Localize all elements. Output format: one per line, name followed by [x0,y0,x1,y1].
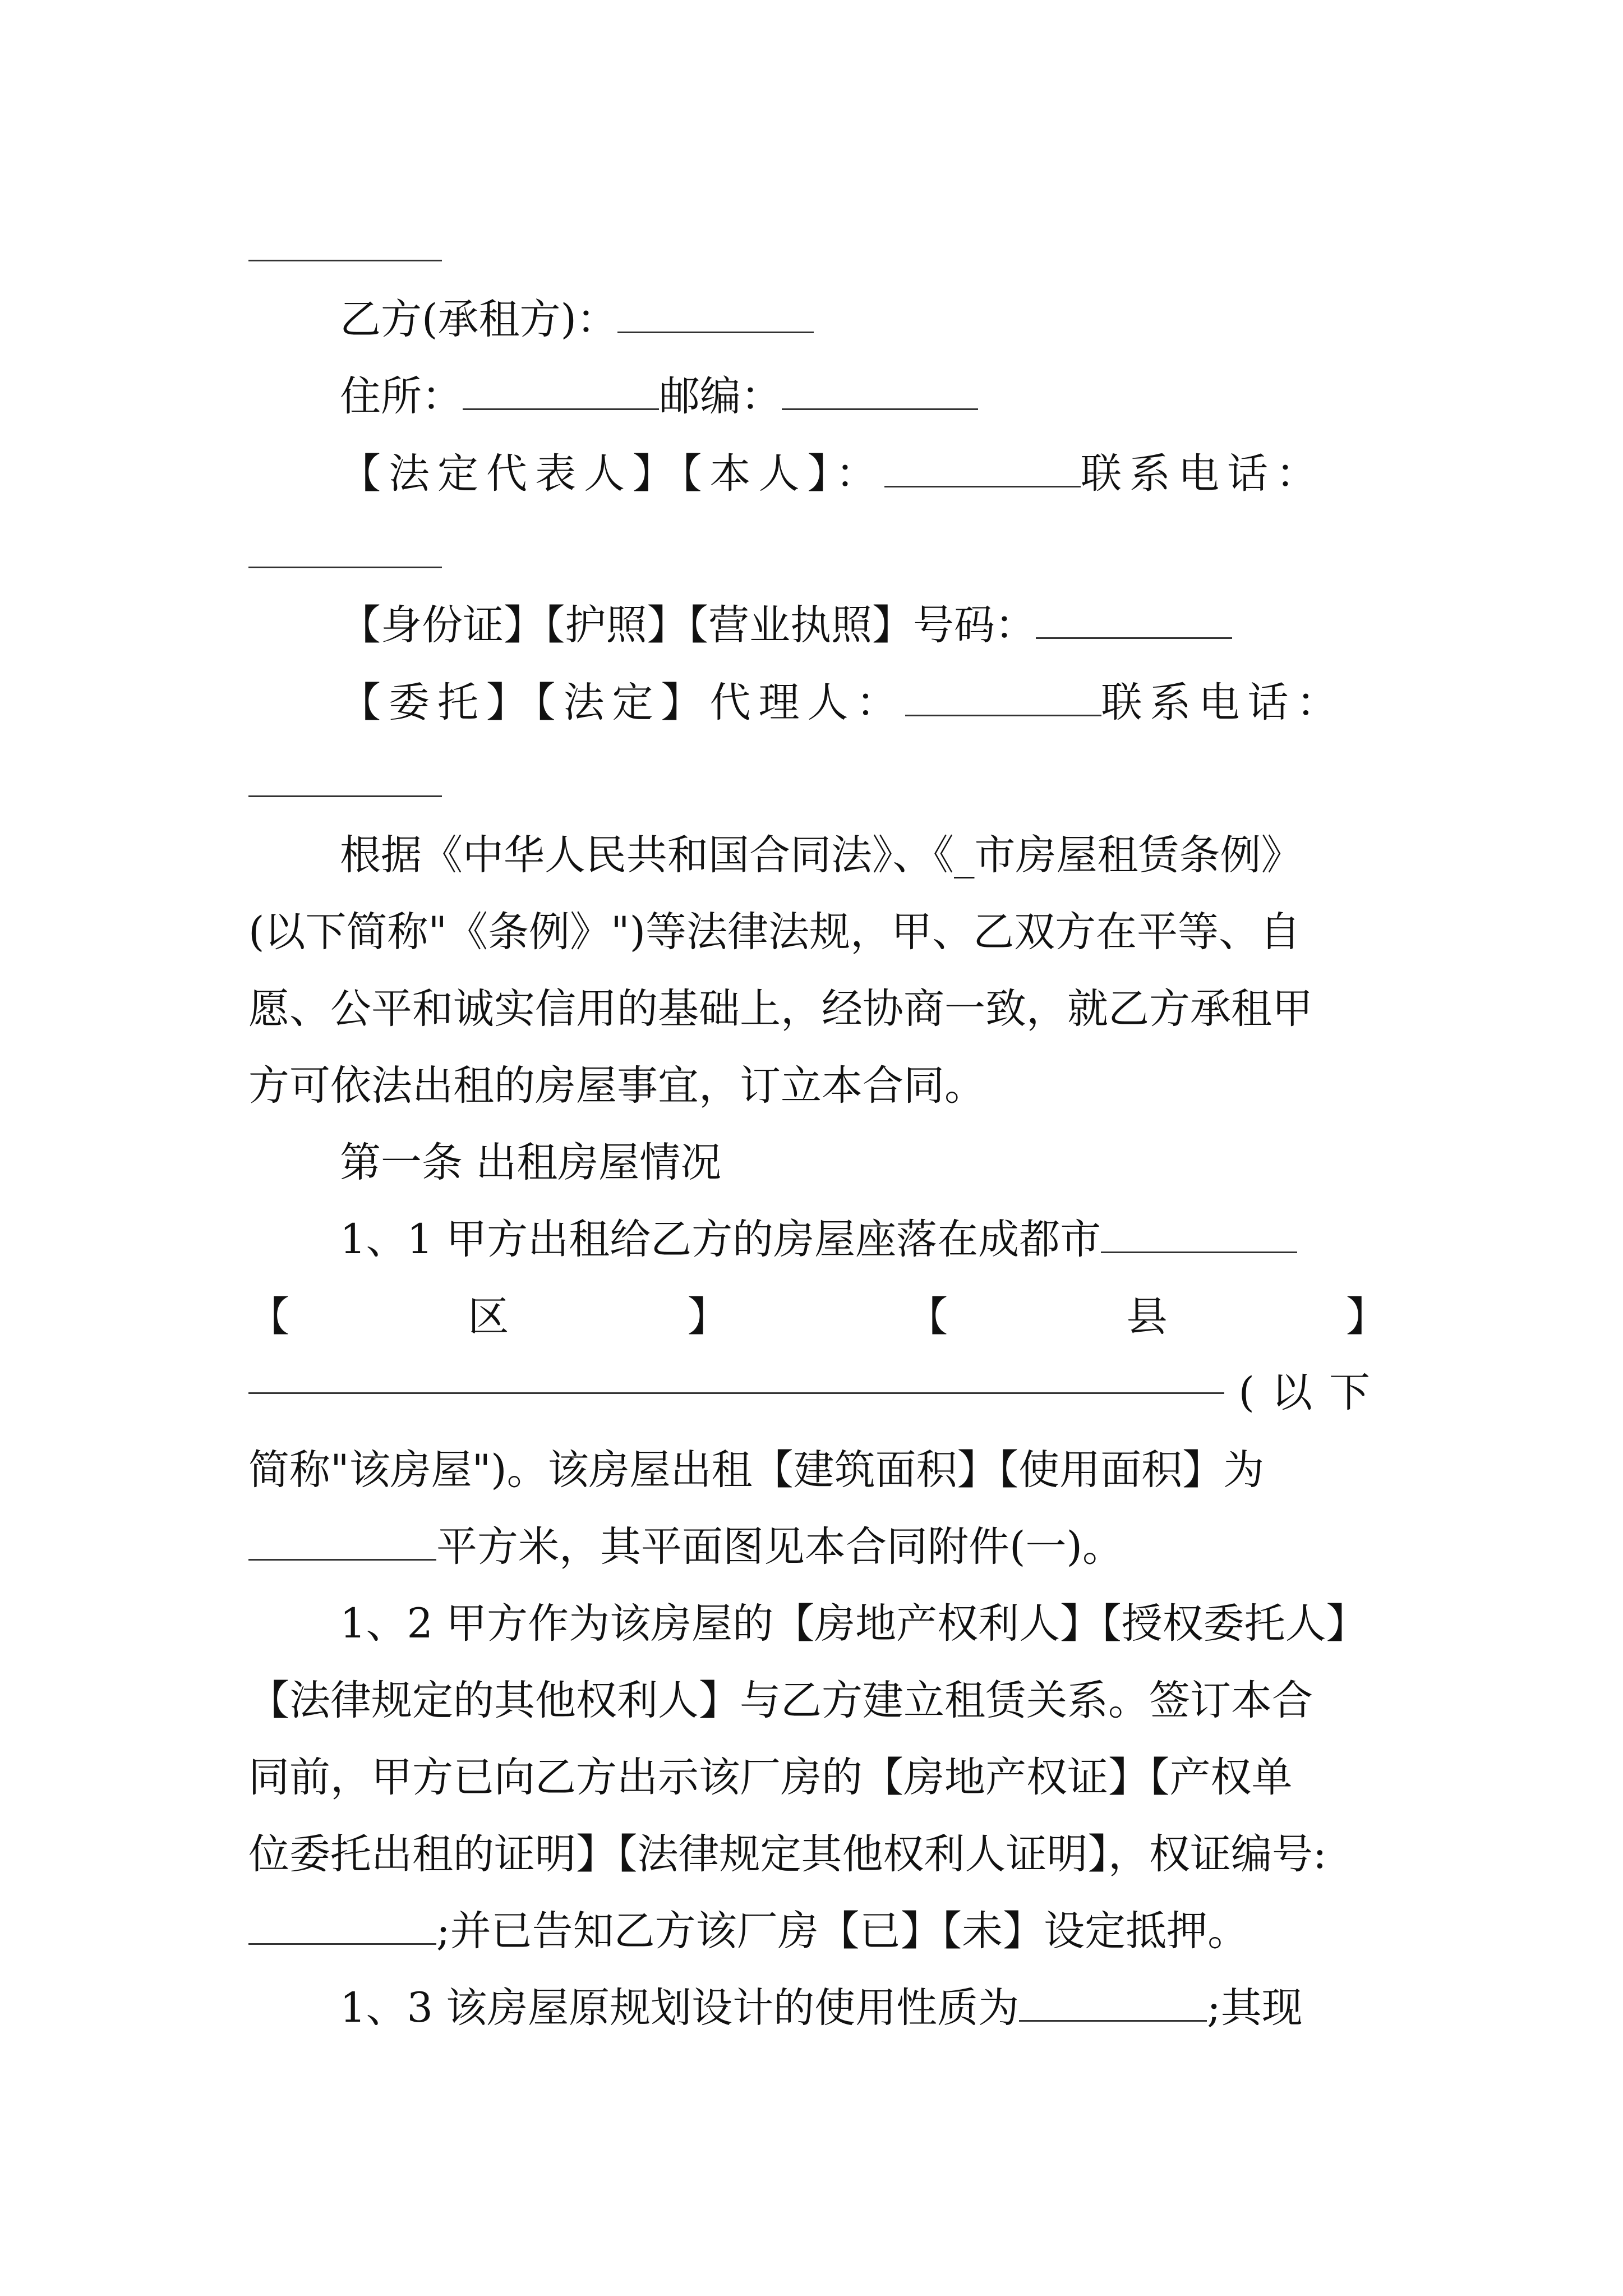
agent-line [340,672,1387,734]
blank-field [1101,1251,1297,1253]
blank-field [1036,637,1232,639]
blank-field [248,1943,436,1945]
blank-field [463,408,659,410]
blank-field [248,1558,436,1561]
agent-label: 【委托】【法定】代理人： [340,679,905,726]
postcode-label: 邮编： [659,372,782,420]
blank-field [1019,2019,1207,2022]
clause-text: ;并已告知乙方该厂房【已】【未】设定抵押。 [436,1907,1249,1955]
paragraph-line: 位委托出租的证明】【法律规定其他权利人证明】，权证编号: [248,1830,1327,1878]
party-b-line [340,289,1387,351]
address-label: 住所： [340,372,463,420]
blank-line [248,567,442,568]
paragraph-line: 【法律规定的其他权利人】与乙方建立租赁关系。签订本合 [248,1677,1313,1724]
area-line [248,1516,1387,1578]
bracket-close: 】 [687,1293,728,1341]
blank-line [248,260,442,261]
phone-label: 联系电话： [1081,450,1325,498]
county-label: 县 [1126,1293,1168,1341]
blank-field [782,408,978,410]
bracket-close: 】 [1345,1293,1387,1341]
phone-label: 联系电话： [1101,679,1345,726]
clause-text: 1、3 该房屋原规划设计的使用性质为 [340,1984,1020,2032]
clause-line [340,1209,1387,1271]
paragraph-line: 愿、公平和诚实信用的基础上，经协商一致，就乙方承租甲 [248,985,1313,1033]
paragraph-line: (以下简称"《条例》")等法律法规，甲、乙双方在平等、自 [248,908,1301,956]
id-number-label: 【身份证】【护照】【营业执照】号码： [340,601,1036,649]
address-blank-line [248,1362,1387,1424]
section-heading: 第一条 出租房屋情况 [340,1139,722,1186]
blank-field [884,485,1081,487]
clause-text: (以下 [1238,1369,1387,1416]
paragraph-line: 简称"该房屋")。该房屋出租【建筑面积】【使用面积】为 [248,1446,1265,1494]
blank-field [905,714,1101,716]
bracket-open: 【 [907,1293,948,1341]
address-line [340,366,1387,427]
paragraph-line: 根据《中华人民共和国合同法》、《_市房屋租赁条例》 [340,831,1302,879]
party-b-label: 乙方(承租方)： [340,296,617,343]
district-county-line [248,1286,1387,1348]
representative-label: 【法定代表人】【本人】： [340,450,884,498]
clause-line [340,1977,1387,2039]
clause-text: 1、1 甲方出租给乙方的房屋座落在成都市 [340,1216,1101,1263]
clause-text: 平方米，其平面图见本合同附件(一)。 [436,1523,1123,1571]
district-label: 区 [468,1293,509,1341]
paragraph-line: 同前，甲方已向乙方出示该厂房的【房地产权证】【产权单 [248,1754,1293,1801]
clause-text: ;其现 [1207,1984,1303,2032]
bracket-open: 【 [248,1293,289,1341]
clause-line: 1、2 甲方作为该房屋的【房地产权利人】【授权委托人】 [340,1600,1367,1648]
blank-field [617,331,814,333]
blank-line [248,795,442,797]
mortgage-line [248,1901,1387,1962]
blank-field [248,1392,1224,1394]
id-number-line [340,595,1387,656]
representative-line [340,443,1387,505]
paragraph-line: 方可依法出租的房屋事宜，订立本合同。 [248,1062,985,1110]
